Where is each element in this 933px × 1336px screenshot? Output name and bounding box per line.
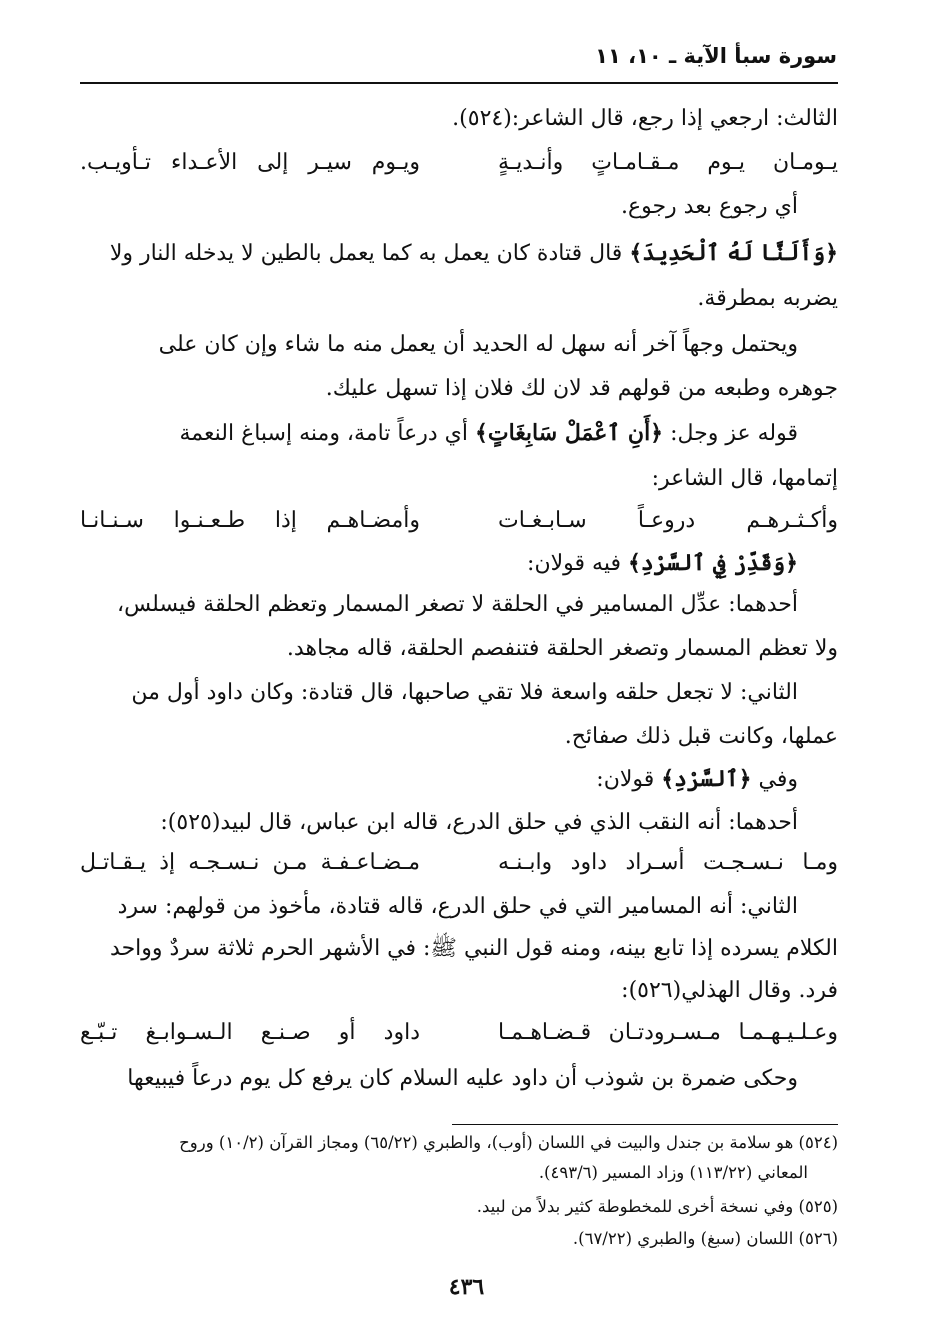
quran-quote: ﴿وَقَدِّرْ فِي ٱلسَّرْدِ﴾ — [627, 550, 798, 576]
text-line — [80, 968, 838, 1014]
text-line — [80, 322, 798, 368]
text-line — [80, 456, 838, 502]
line-text: الثاني: أنه المسامير التي في حلق الدرع، قاله قتادة، مأخوذ من قولهم: سرد — [117, 894, 798, 919]
line-text: إتمامها، قال الشاعر: — [651, 466, 838, 491]
line-text: ويحتمل وجهاً آخر أنه سهل له الحديد أن يعمل منه ما شاء وإن كان على — [158, 332, 798, 357]
header-divider — [80, 82, 838, 84]
verse-first-hemistich: وعـلـيـهـمـا مـسـرودتـان قـضـاهـمـا — [498, 1020, 838, 1045]
footnote: (٥٢٤) هو سلامة بن جندل والبيت في اللسان (أوب)، والطبري (٦٥/٢٢) ومجاز القرآن (١٠/٢) وروح — [179, 1133, 838, 1152]
text-line — [80, 184, 798, 230]
line-text: جوهره وطبعه من قولهم قد لان لك فلان إذا تسهل عليك. — [325, 376, 838, 401]
footnote-divider — [452, 1124, 838, 1125]
line-text: الكلام يسرده إذا تابع بينه، ومنه قول النبي ﷺ: في الأشهر الحرم ثلاثة سردٌ وواحد — [110, 936, 838, 961]
line-text: ولا تعظم المسمار وتصغر الحلقة فتنفصم الحلقة، قاله مجاهد. — [286, 636, 838, 661]
page-number: ٤٣٦ — [448, 1274, 485, 1300]
line-text: فرد. وقال الهذلي(٥٢٦): — [621, 978, 838, 1003]
poetry-verse — [80, 1010, 838, 1056]
footnote-continuation: المعاني (١١٣/٢٢) وزاد المسير (٤٩٣/٦). — [538, 1163, 808, 1182]
line-text: أي رجوع بعد رجوع. — [620, 194, 798, 219]
text-line — [80, 410, 798, 456]
text-line — [80, 276, 838, 322]
text-line — [80, 670, 798, 716]
line-text: الثاني: لا تجعل حلقه واسعة فلا تقي صاحبها، قال قتادة: وكان داود أول من — [131, 680, 798, 705]
line-text: قال قتادة كان يعمل به كما يعمل بالطين لا يدخله النار ولا — [109, 241, 630, 266]
verse-first-hemistich: يـومـان يـوم مـقـامـاتٍ وأنـديـةٍ — [498, 150, 838, 175]
quran-quote: ﴿وَأَلَنَّا لَهُ ٱلْحَدِيدَ﴾ — [629, 240, 838, 266]
line-text: وحكى ضمرة بن شوذب أن داود عليه السلام كان يرفع كل يوم درعاً فيبيعها — [127, 1066, 798, 1091]
text-line — [80, 366, 838, 412]
quran-quote: ﴿أَنِ ٱعْمَلْ سَابِغَاتٍ﴾ — [475, 420, 664, 446]
line-text: قوله عز وجل: — [663, 421, 798, 446]
verse-second-hemistich: ويـوم سيـر إلى الأعـداء تـأويـب. — [80, 150, 420, 175]
text-line — [80, 714, 838, 760]
text-line — [80, 926, 838, 972]
line-text: يضربه بمطرقة. — [697, 286, 838, 311]
quran-quote: ﴿ٱلسَّرْدِ﴾ — [661, 766, 752, 792]
poetry-verse — [80, 140, 838, 186]
footnote: (٥٢٥) وفي نسخة أخرى للمخطوطة كثير بدلاً من لبيد. — [476, 1197, 838, 1216]
text-line — [80, 230, 838, 276]
line-text: الثالث: ارجعي إذا رجع، قال الشاعر:(٥٢٤). — [452, 106, 838, 131]
text-line — [80, 756, 798, 802]
verse-first-hemistich: وأكـثـرهـم دروعـاً سـابـغـات — [498, 508, 838, 533]
poetry-verse — [80, 498, 838, 544]
text-line — [80, 96, 838, 142]
text-line — [80, 626, 838, 672]
line-text: أحدهما: عدِّل المسامير في الحلقة لا تصغر المسمار وتعظم الحلقة فيسلس، — [117, 592, 798, 617]
verse-second-hemistich: مـضـاعـفـة مـن نـسـجـه إذ يـقـاتـل — [80, 850, 420, 875]
line-text: عملها، وكانت قبل ذلك صفائح. — [564, 724, 838, 749]
poetry-verse — [80, 840, 838, 886]
text-line — [80, 884, 798, 930]
text-line — [80, 582, 798, 628]
verse-second-hemistich: وأمضـاهـم إذا طـعـنـوا سـنـانـا — [80, 508, 420, 533]
footnote: (٥٢٦) اللسان (سبغ) والطبري (٦٧/٢٢). — [572, 1229, 838, 1248]
line-text: فيه قولان: — [527, 551, 628, 576]
line-text: قولان: — [596, 767, 662, 792]
line-text: أحدهما: أنه النقب الذي في حلق الدرع، قاله ابن عباس، قال لبيد(٥٢٥): — [160, 810, 798, 835]
verse-first-hemistich: ومـا نـسـجـت أسـراد داود وابـنـه — [498, 850, 838, 875]
line-text: وفي — [751, 767, 798, 792]
verse-second-hemistich: داود أو صـنـع الـسـوابـغ تـبّـع — [80, 1020, 420, 1045]
running-header: سورة سبأ الآية ـ ١٠، ١١ — [595, 44, 837, 68]
text-line — [80, 1056, 798, 1102]
line-text: أي درعاً تامة، ومنه إسباغ النعمة — [179, 421, 476, 446]
text-line — [80, 540, 798, 586]
